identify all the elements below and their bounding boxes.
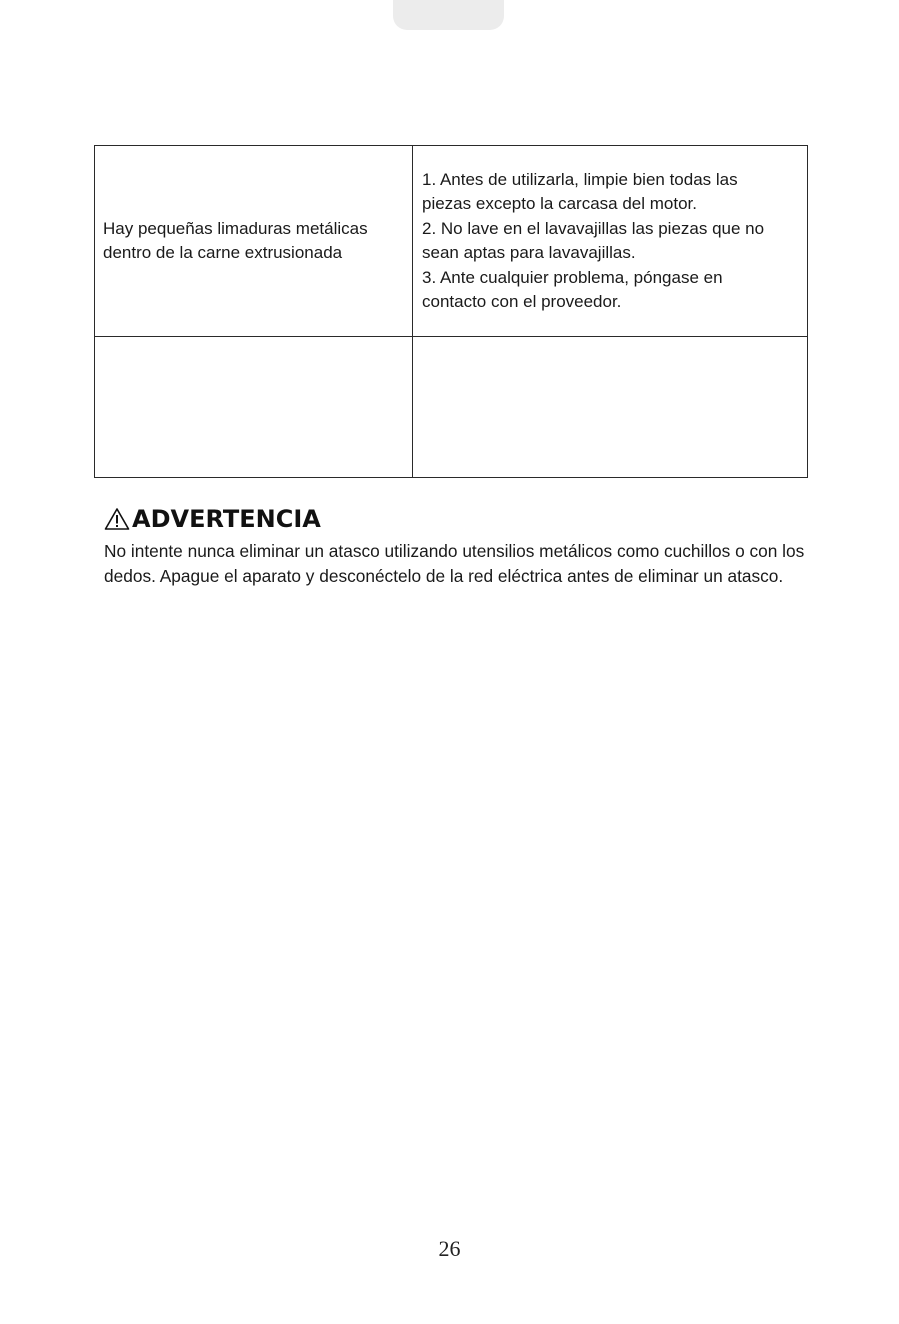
solution-line: 3. Ante cualquier problema, póngase en: [422, 267, 723, 287]
page-number: 26: [438, 1236, 461, 1261]
solution-line: 1. Antes de utilizarla, limpie bien todas las: [422, 169, 738, 189]
solution-line: contacto con el proveedor.: [422, 292, 622, 311]
warning-heading: [104, 504, 321, 534]
troubleshooting-table: [94, 145, 808, 478]
problem-text: Hay pequeñas limaduras metálicas dentro de la carne extrusionada: [103, 218, 368, 262]
solution-cell-empty: [413, 337, 808, 478]
page-tab-decoration: [393, 0, 504, 30]
solution-cell: [413, 146, 808, 337]
solution-line: sean aptas para lavavajillas.: [422, 243, 636, 262]
solution-line: 2. No lave en el lavavajillas las piezas que no: [422, 218, 765, 238]
warning-body-text: No intente nunca eliminar un atasco utilizando utensilios metálicos como cuchillos o con los dedos. Apague el aparato y desconéctelo de la red eléctrica antes de eliminar un atasco.: [104, 541, 805, 586]
warning-title: ADVERTENCIA: [132, 505, 321, 533]
problem-cell: [95, 146, 413, 337]
table-row: [95, 337, 808, 478]
warning-triangle-icon: [104, 507, 130, 531]
solution-line: piezas excepto la carcasa del motor.: [422, 194, 697, 213]
problem-cell-empty: [95, 337, 413, 478]
table-row: [95, 146, 808, 337]
